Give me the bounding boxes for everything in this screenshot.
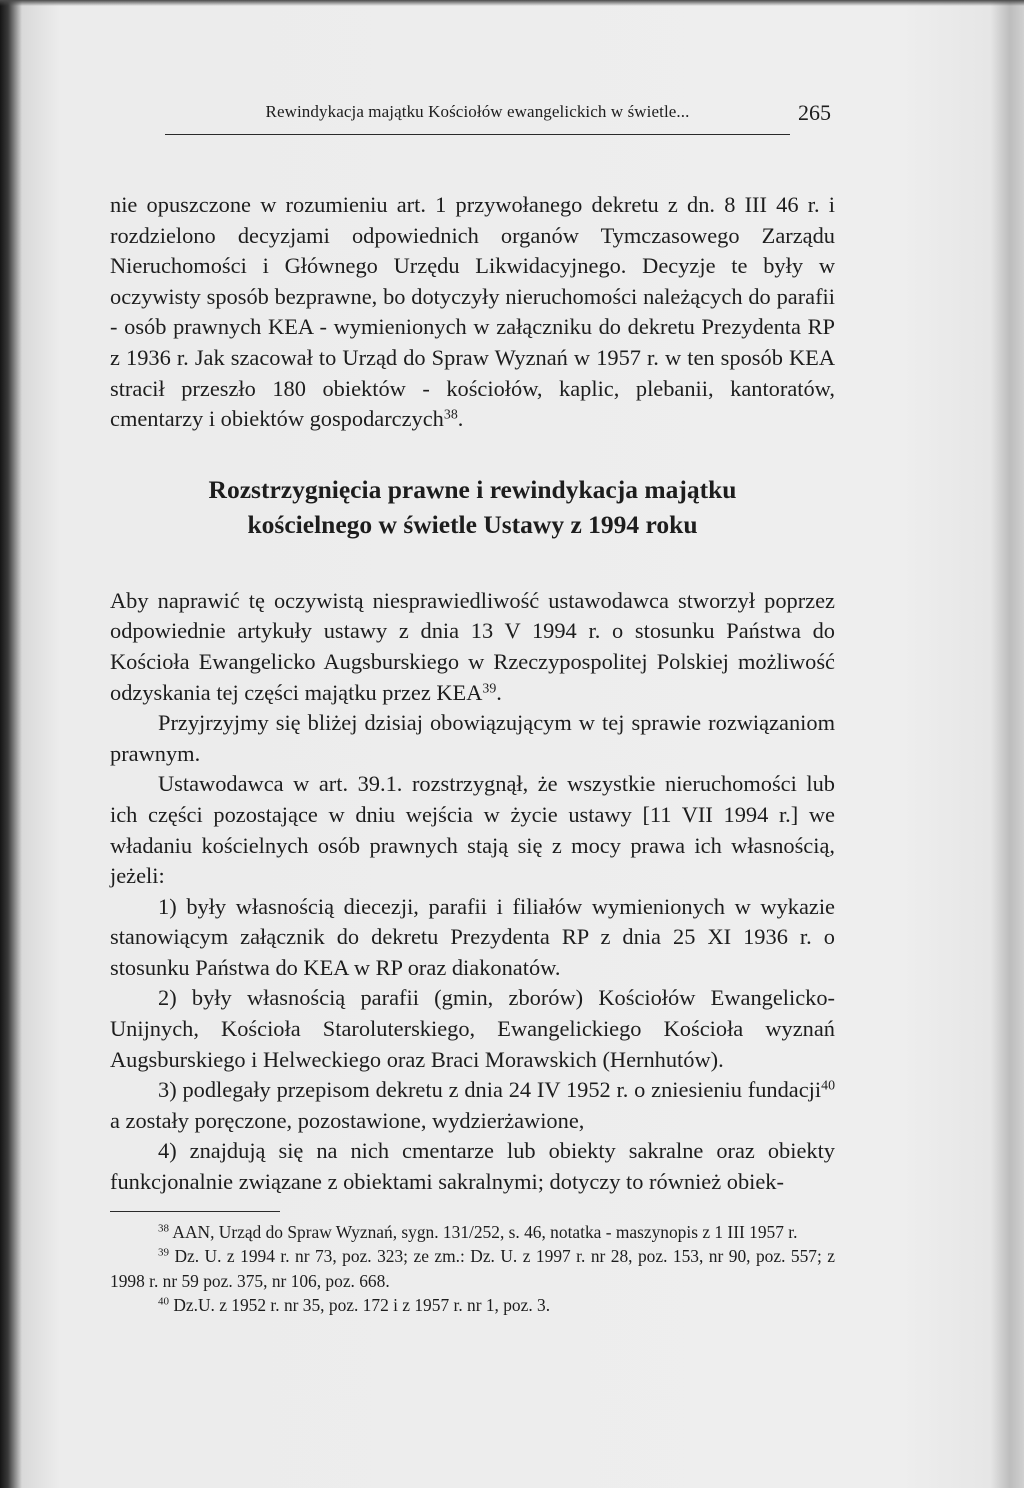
scan-edge-shadow [0,0,1024,6]
footnote-ref-38: 38 [443,407,458,423]
footnote-mark: 40 [158,1295,169,1308]
running-header [165,102,790,136]
header-rule [165,134,790,135]
paragraph-1-end: . [496,679,502,705]
list-item-2: 2) były własnością parafii (gmin, zborów) Kościołów Ewangelicko-Unijnych, Kościoła Staroluterskiego, Ewangelickiego Kościoła wyznań Augsburskiego i Helweckiego oraz Braci Morawskich (Hernhutów). [110,985,835,1072]
intro-paragraph [110,190,835,435]
paragraph-3: Ustawodawca w art. 39.1. rozstrzygnął, że wszystkie nieruchomości lub ich części pozostające w dniu wejścia w życie ustawy [11 VII 1994 r.] we władaniu kościelnych osób prawnych stają się z mocy prawa ich własnością, jeżeli: [110,771,835,889]
footnote-separator [110,1211,280,1212]
footnote-39 [110,1244,835,1293]
footnote-38 [110,1220,835,1245]
paragraph-2: Przyjrzyjmy się bliżej dzisiaj obowiązującym w tej sprawie rozwiązaniom prawnym. [110,710,835,766]
paragraph-1 [110,586,835,708]
list-item-4: 4) znajdują się na nich cmentarze lub obiekty sakralne oraz obiekty funkcjonalnie związane z obiektami sakralnymi; dotyczy to również obiek- [110,1138,835,1195]
intro-end: . [457,406,464,432]
list-item-3 [110,1075,835,1136]
footnote-text: Dz.U. z 1952 r. nr 35, poz. 172 i z 1957 r. nr 1, poz. 3. [169,1295,551,1316]
section-heading-line-2: kościelnego w świetle Ustawy z 1994 roku [247,509,698,539]
footnote-40 [110,1293,835,1318]
footnote-ref-40: 40 [821,1078,835,1094]
running-title: Rewindykacja majątku Kościołów ewangelickich w świetle... [265,102,690,121]
list-item-1: 1) były własnością diecezji, parafii i filiałów wymienionych w wykazie stanowiącym załącznik do dekretu Prezydenta RP z dnia 25 XI 1936 r. o stosunku Państwa do KEA w RP oraz diakonatów. [110,893,835,980]
list-item-3-text-b: a zostały poręczone, pozostawione, wydzierżawione, [110,1107,585,1133]
page-number: 265 [798,100,831,125]
footnote-mark: 39 [158,1246,169,1259]
paragraph-1-text: Aby naprawić tę oczywistą niesprawiedliwość ustawodawca stworzył poprzez odpowiednie artykuły ustawy z dnia 13 V 1994 r. o stosunku Państwa do Kościoła Ewangelicko Augsburskiego w Rzeczypospolitej Polskiej możliwość odzyskania tej części majątku przez KEA [110,587,835,705]
list-item-3-text-a: 3) podlegały przepisom dekretu z dnia 24 IV 1952 r. o zniesieniu fundacji [158,1077,822,1103]
section-heading-line-1: Rozstrzygnięcia prawne i rewindykacja majątku [208,474,737,504]
intro-text: nie opuszczone w rozumieniu art. 1 przywołanego dekretu z dn. 8 III 46 r. i rozdzielono decyzjami odpowiednich organów Tymczasowego Zarządu Nieruchomości i Głównego Urzędu Likwidacyjnego. Decyzje te były w oczywisty sposób bezprawne, bo dotyczyły nieruchomości należących do parafii - osób prawnych KEA - wymienionych w załączniku do dekretu Prezydenta RP z 1936 r. Jak szacował to Urząd do Spraw Wyznań w 1957 r. w ten sposób KEA stracił przeszło 180 obiektów - kościołów, kaplic, plebanii, kantoratów, cmentarzy i obiektów gospodarczych [110,192,835,432]
body-text [110,190,835,1318]
footnotes [110,1220,835,1318]
footnote-text: AAN, Urząd do Spraw Wyznań, sygn. 131/252, s. 46, notatka - maszynopis z 1 III 1957 r. [169,1221,798,1242]
footnote-text: Dz. U. z 1994 r. nr 73, poz. 323; ze zm.: Dz. U. z 1997 r. nr 28, poz. 153, nr 90, poz. 557; z 1998 r. nr 59 poz. 375, nr 106, poz. 668. [110,1246,835,1291]
footnote-mark: 38 [158,1222,169,1235]
footnote-ref-39: 39 [482,680,497,696]
section-heading [110,472,835,542]
